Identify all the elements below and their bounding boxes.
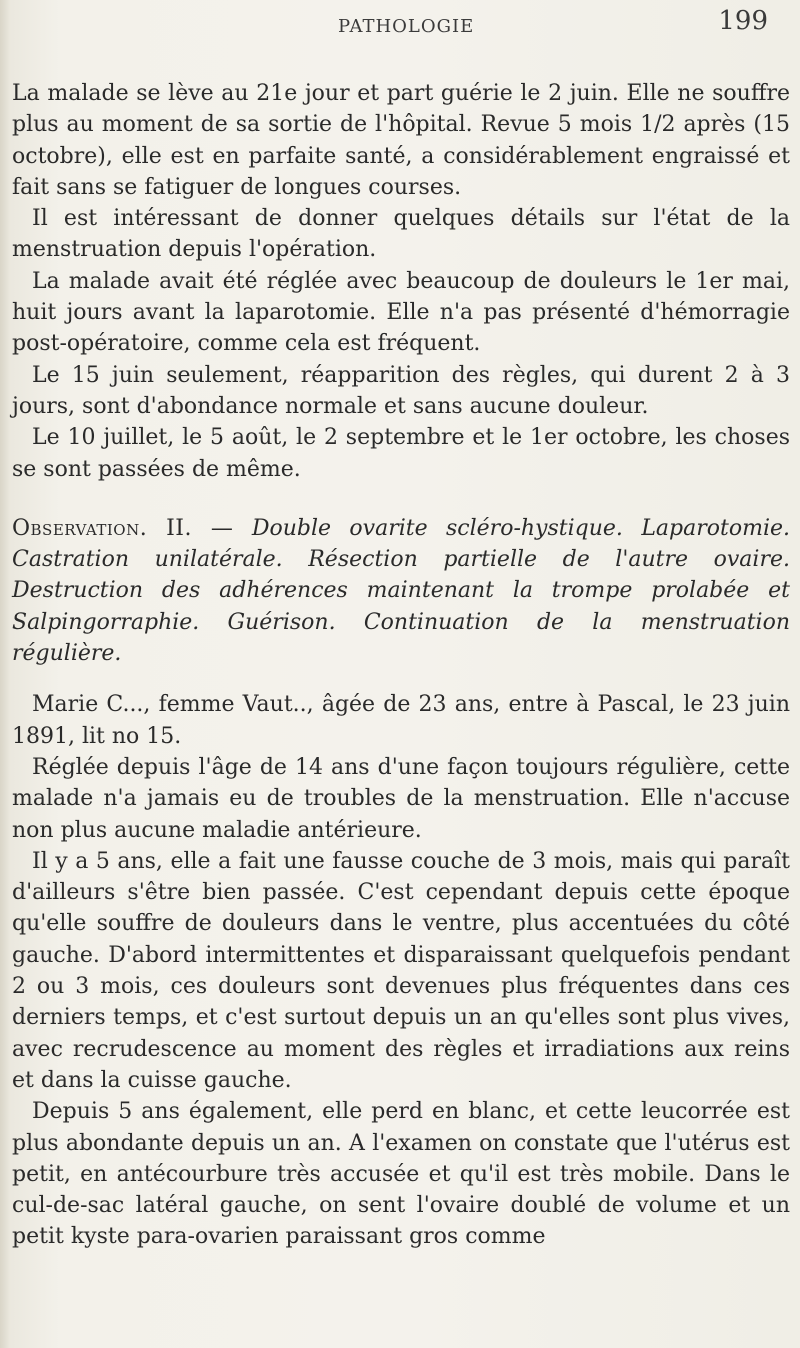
observation-heading [12,513,790,669]
running-head [12,0,790,78]
page-text [12,0,790,1253]
paragraph: La malade se lève au 21e jour et part guérie le 2 juin. Elle ne souffre plus au moment de sa sortie de l'hôpital. Revue 5 mois 1/2 après (15 octobre), elle est en parfaite santé, a considérablement engraissé et fait sans se fatiguer de longues courses. [12,81,790,200]
paragraph: Depuis 5 ans également, elle perd en blanc, et cette leucorrée est plus abondante depuis un an. A l'examen on constate que l'utérus est petit, en antécourbure très accusée et qu'il est très mobile. Dans le cul-de-sac latéral gauche, on sent l'ovaire doublé de volume et un petit kyste para-ovarien paraissant gros comme [12,1099,790,1250]
observation-title: Double ovarite scléro-hystique. Laparotomie. Castration unilatérale. Résection partielle de l'autre ovaire. Destruction des adhérences maintenant la trompe prolabée et Salpingorraphie. Guérison. Continuation de la menstruation régulière. [12,515,790,667]
paragraph: Le 15 juin seulement, réapparition des règles, qui durent 2 à 3 jours, sont d'abondance normale et sans aucune douleur. [12,362,790,419]
paragraph: La malade avait été réglée avec beaucoup de douleurs le 1er mai, huit jours avant la laparotomie. Elle n'a pas présenté d'hémorragie post-opératoire, comme cela est fréquent. [12,268,790,357]
page-number: 199 [718,6,768,36]
case-one-continuation [12,78,790,485]
running-title: PATHOLOGIE [338,16,475,37]
paragraph: Il y a 5 ans, elle a fait une fausse couche de 3 mois, mais qui paraît d'ailleurs s'être bien passée. C'est cependant depuis cette époque qu'elle souffre de douleurs dans le ventre, plus accentuées du côté gauche. D'abord intermittentes et disparaissant quelquefois pendant 2 ou 3 mois, ces douleurs sont devenues plus fréquentes dans ces derniers temps, et c'est surtout depuis un an qu'elles sont plus vives, avec recrudescence au moment des règles et irradiations aux reins et dans la cuisse gauche. [12,848,790,1093]
paragraph: Il est intéressant de donner quelques détails sur l'état de la menstruation depuis l'opération. [12,206,790,263]
paragraph: Marie C..., femme Vaut.., âgée de 23 ans, entre à Pascal, le 23 juin 1891, lit no 15. [12,692,790,749]
page-gutter-shadow [0,0,10,1348]
paragraph: Réglée depuis l'âge de 14 ans d'une façon toujours régulière, cette malade n'a jamais eu de troubles de la menstruation. Elle n'accuse non plus aucune maladie antérieure. [12,754,790,843]
observation-label: Observation. II. — [12,515,234,541]
section-spacer [12,485,790,513]
paragraph: Le 10 juillet, le 5 août, le 2 septembre et le 1er octobre, les choses se sont passées de même. [12,425,790,482]
section-spacer [12,669,790,689]
case-two-body [12,689,790,1252]
